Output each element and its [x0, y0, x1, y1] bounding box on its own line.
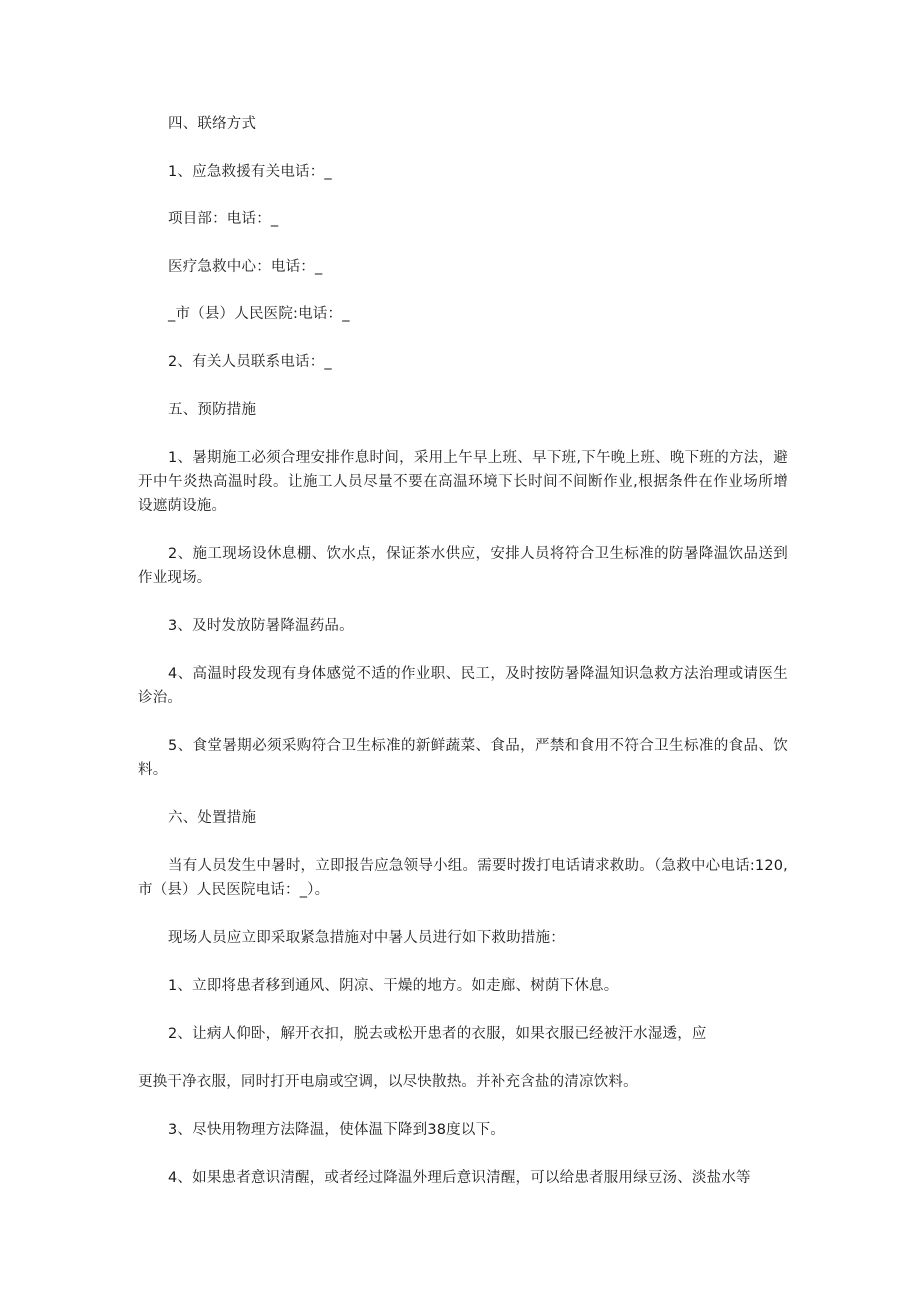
response-step-1: 1、立即将患者移到通风、阴凉、干燥的地方。如走廊、树荫下休息。 — [168, 978, 619, 994]
response-step-2b: 更换干净衣服，同时打开电扇或空调，以尽快散热。并补充含盐的清凉饮料。 — [138, 1074, 638, 1090]
section-4-title: 四、联络方式 — [168, 116, 257, 132]
contact-emergency-phone: 1、应急救援有关电话：_ — [168, 164, 332, 180]
response-lead: 现场人员应立即采取紧急措施对中暑人员进行如下救助措施： — [168, 930, 565, 946]
prevention-paragraph-3: 3、及时发放防暑降温药品。 — [168, 618, 354, 634]
section-5-title: 五、预防措施 — [168, 402, 257, 418]
response-step-4: 4、如果患者意识清醒，或者经过降温外理后意识清醒，可以给患者服用绿豆汤、淡盐水等 — [168, 1170, 751, 1186]
response-intro: 当有人员发生中暑时，立即报告应急领导小组。需要时拨打电话请求救助。（急救中心电话:120,市（县）人民医院电话：_）。 — [138, 858, 788, 898]
contact-city-hospital: _市（县）人民医院:电话：_ — [168, 306, 350, 322]
prevention-paragraph-4: 4、高温时段发现有身体感觉不适的作业职、民工，及时按防暑降温知识急救方法治理或请医生诊治。 — [138, 666, 788, 706]
contact-medical-center: 医疗急救中心：电话：_ — [168, 259, 323, 275]
prevention-paragraph-5: 5、食堂暑期必须采购符合卫生标准的新鲜蔬菜、食品，严禁和食用不符合卫生标准的食品、饮料。 — [138, 738, 788, 778]
contact-project-dept: 项目部：电话：_ — [168, 211, 279, 227]
response-step-2a: 2、让病人仰卧，解开衣扣，脱去或松开患者的衣服，如果衣服已经被汗水湿透，应 — [168, 1026, 707, 1042]
section-6-title: 六、处置措施 — [168, 810, 257, 826]
prevention-paragraph-1: 1、暑期施工必须合理安排作息时间，采用上午早上班、早下班,下午晚上班、晚下班的方法，避开中午炎热高温时段。让施工人员尽量不要在高温环境下长时间不间断作业,根据条件在作业场所增设遮荫设施。 — [138, 450, 788, 514]
prevention-paragraph-2: 2、施工现场设休息棚、饮水点，保证茶水供应，安排人员将符合卫生标准的防暑降温饮品送到作业现场。 — [138, 546, 788, 586]
contact-personnel-phone: 2、有关人员联系电话：_ — [168, 354, 332, 370]
response-step-3: 3、尽快用物理方法降温，使体温下降到38度以下。 — [168, 1122, 505, 1138]
